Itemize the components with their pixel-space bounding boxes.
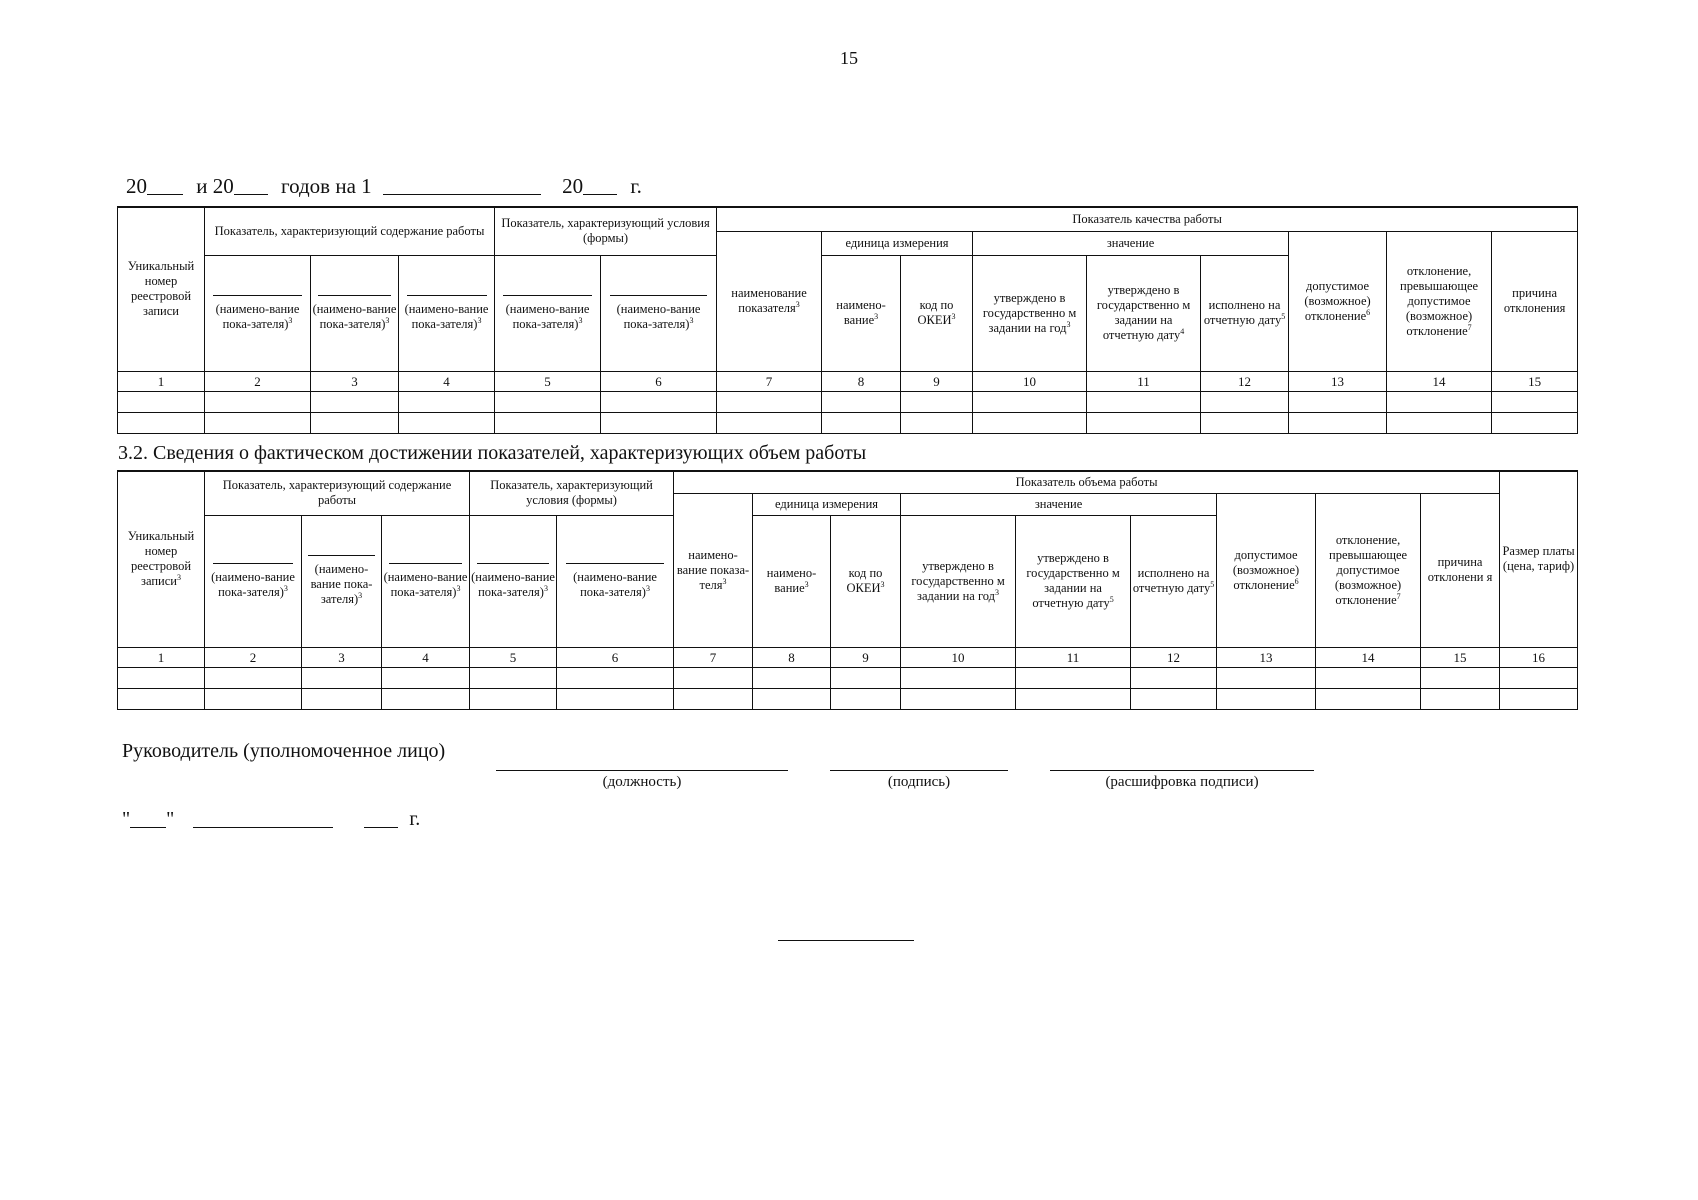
payment-header: Размер платы (цена, тариф) [1500, 471, 1578, 647]
volume-table [117, 470, 1578, 710]
conditions-group-header: Показатель, характеризующий условия (формы) [495, 207, 717, 255]
quality-group-header: Показатель качества работы [717, 207, 1578, 231]
column-number: 10 [973, 371, 1087, 391]
column-number: 14 [1316, 647, 1421, 667]
okei-code-header: код по ОКЕИ$^3$ [831, 515, 901, 647]
name-cell: (наимено-вание пока-зателя)$^3$ [557, 515, 674, 647]
column-number: 6 [557, 647, 674, 667]
quality-table [117, 206, 1578, 434]
column-number: 6 [601, 371, 717, 391]
period-year3-blank [583, 174, 617, 195]
approved-year-header: утверждено в государственно м задании на год$^3$ [901, 515, 1016, 647]
column-number: 5 [495, 371, 601, 391]
page-number: 15 [840, 48, 858, 68]
column-number: 3 [302, 647, 382, 667]
unique-number-header: Уникальный номер реестровой записи$^3$ [118, 471, 205, 647]
exceeding-deviation-header: отклонение, превышающее допустимое (возможное) отклонение$^7$ [1316, 493, 1421, 647]
position-line [496, 770, 788, 771]
unit-group-header: единица измерения [822, 231, 973, 255]
date-day-blank [130, 809, 166, 828]
period-year2-blank [234, 174, 268, 195]
period-suffix: г. [630, 174, 642, 198]
column-number: 11 [1016, 647, 1131, 667]
allowed-deviation-header: допустимое (возможное) отклонение$^6$ [1289, 231, 1387, 371]
unique-number-header: Уникальный номер реестровой записи [118, 207, 205, 371]
table-row [118, 688, 1578, 709]
date-line [122, 808, 420, 831]
column-number: 1 [118, 371, 205, 391]
value-group-header: значение [973, 231, 1289, 255]
approved-year-header: утверждено в государственно м задании на год$^3$ [973, 255, 1087, 371]
allowed-deviation-header: допустимое (возможное) отклонение$^6$ [1217, 493, 1316, 647]
date-month-blank [193, 809, 333, 828]
period-and: и 20 [196, 174, 234, 198]
column-number: 14 [1387, 371, 1492, 391]
period-date-blank [383, 174, 541, 195]
decoding-caption: (расшифровка подписи) [1105, 774, 1259, 790]
conditions-group-header: Показатель, характеризующий условия (формы) [470, 471, 674, 515]
approved-date-header: утверждено в государственно м задании на отчетную дату$^5$ [1016, 515, 1131, 647]
exceeding-deviation-header: отклонение, превышающее допустимое (возможное) отклонение$^7$ [1387, 231, 1492, 371]
date-year-blank [364, 809, 398, 828]
date-quote-open: " [122, 808, 131, 830]
column-number: 15 [1421, 647, 1500, 667]
executed-header: исполнено на отчетную дату$^5$ [1201, 255, 1289, 371]
volume-group-header: Показатель объема работы [674, 471, 1500, 493]
table-row [118, 391, 1578, 412]
period-line [126, 174, 642, 199]
date-suffix: г. [409, 808, 421, 830]
name-cell: (наимено-вание пока-зателя)$^3$ [382, 515, 470, 647]
period-year3: 20 [562, 174, 584, 198]
unit-group-header: единица измерения [753, 493, 901, 515]
name-cell: (наимено-вание пока-зателя)$^3$ [205, 515, 302, 647]
column-number: 8 [753, 647, 831, 667]
reason-header: причина отклонения [1492, 231, 1578, 371]
decoding-line [1050, 770, 1314, 771]
position-caption: (должность) [602, 774, 682, 790]
column-number: 12 [1201, 371, 1289, 391]
name-cell: (наимено-вание пока-зателя)$^3$ [470, 515, 557, 647]
value-group-header: значение [901, 493, 1217, 515]
period-years-on: годов на 1 [281, 174, 372, 198]
column-number: 8 [822, 371, 901, 391]
column-number: 11 [1087, 371, 1201, 391]
column-number: 16 [1500, 647, 1578, 667]
column-number: 3 [311, 371, 399, 391]
date-quote-close: " [166, 808, 175, 830]
column-number: 2 [205, 371, 311, 391]
executed-header: исполнено на отчетную дату$^5$ [1131, 515, 1217, 647]
table-row [118, 667, 1578, 688]
column-number: 5 [470, 647, 557, 667]
name-cell: (наимено-вание пока-зателя)$^3$ [601, 255, 717, 371]
name-cell: (наимено-вание пока-зателя)$^3$ [399, 255, 495, 371]
column-number: 15 [1492, 371, 1578, 391]
signature-label: Руководитель (уполномоченное лицо) [122, 740, 446, 762]
approved-date-header: утверждено в государственно м задании на отчетную дату$^4$ [1087, 255, 1201, 371]
unit-name-header: наимено-вание$^3$ [822, 255, 901, 371]
name-cell: (наимено-вание пока-зателя)$^3$ [302, 515, 382, 647]
name-cell: (наимено-вание пока-зателя)$^3$ [205, 255, 311, 371]
column-number: 7 [717, 371, 822, 391]
column-number: 12 [1131, 647, 1217, 667]
column-number: 4 [382, 647, 470, 667]
indicator-name-header: наимено-вание показа-теля$^3$ [674, 493, 753, 647]
section-32-title: 3.2. Сведения о фактическом достижении показателей, характеризующих объем работы [118, 442, 867, 464]
okei-code-header: код по ОКЕИ$^3$ [901, 255, 973, 371]
name-cell: (наимено-вание пока-зателя)$^3$ [311, 255, 399, 371]
content-group-header: Показатель, характеризующий содержание работы [205, 207, 495, 255]
period-year1-blank [147, 174, 183, 195]
indicator-name-header: наименование показателя$^3$ [717, 231, 822, 371]
column-number: 4 [399, 371, 495, 391]
content-group-header: Показатель, характеризующий содержание работы [205, 471, 470, 515]
table-row [118, 412, 1578, 433]
name-cell: (наимено-вание пока-зателя)$^3$ [495, 255, 601, 371]
column-number: 13 [1217, 647, 1316, 667]
footnote-separator [778, 940, 914, 941]
column-number: 9 [831, 647, 901, 667]
reason-header: причина отклонени я [1421, 493, 1500, 647]
period-year1: 20 [126, 174, 147, 198]
column-number: 2 [205, 647, 302, 667]
column-number: 7 [674, 647, 753, 667]
signature-caption: (подпись) [887, 774, 951, 790]
column-number: 1 [118, 647, 205, 667]
column-number: 13 [1289, 371, 1387, 391]
column-number: 9 [901, 371, 973, 391]
column-number: 10 [901, 647, 1016, 667]
signature-line [830, 770, 1008, 771]
unit-name-header: наимено-вание$^3$ [753, 515, 831, 647]
